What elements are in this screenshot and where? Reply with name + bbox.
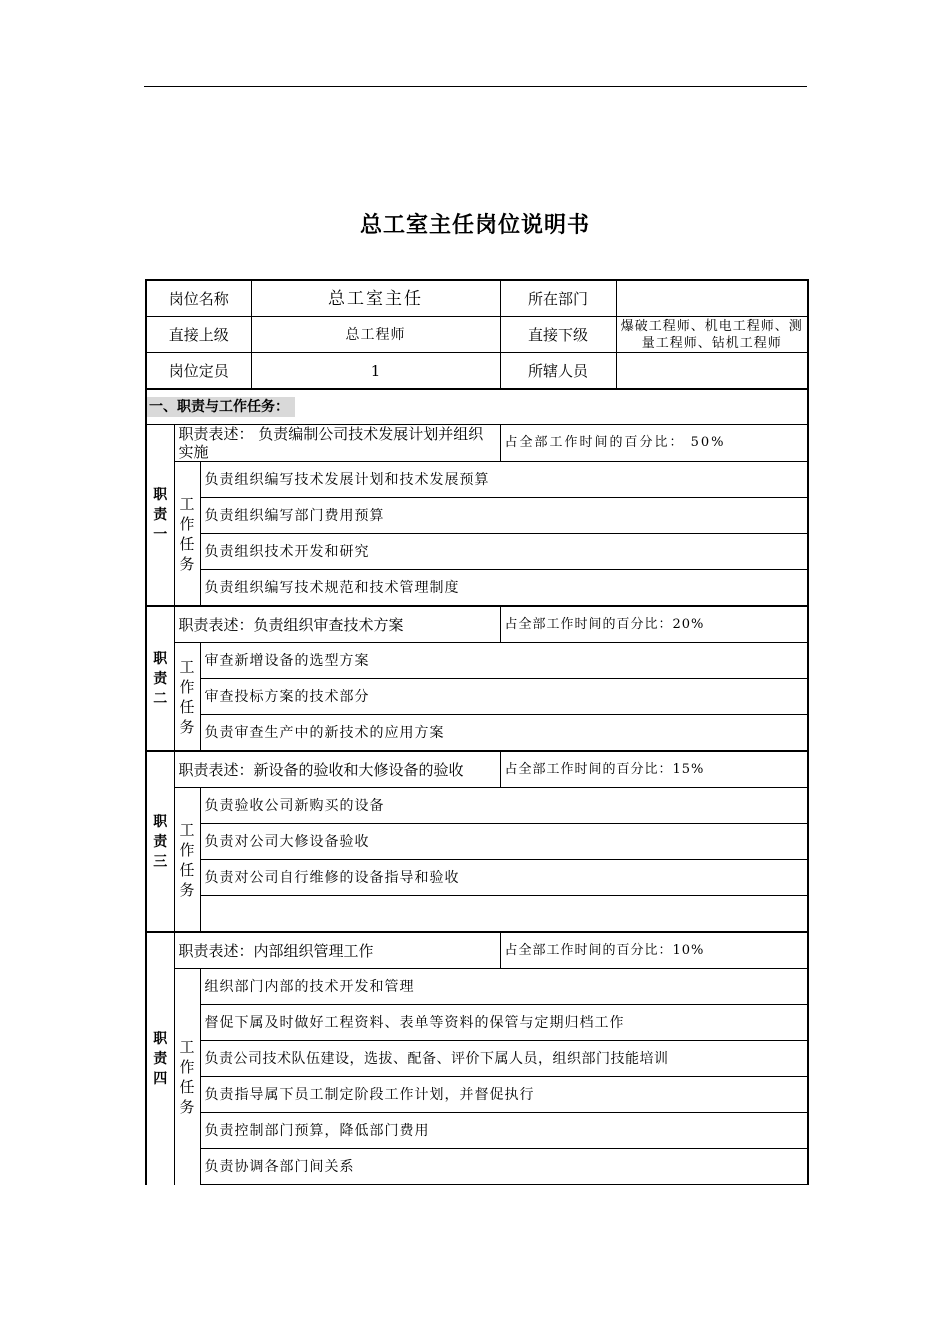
duty-3-description: 职责表述：新设备的验收和大修设备的验收 xyxy=(174,751,500,788)
managed-staff-label: 所辖人员 xyxy=(500,353,616,390)
duty-4-task: 负责控制部门预算，降低部门费用 xyxy=(200,1113,808,1149)
duty-1-percent: 占全部工作时间的百分比： 50% xyxy=(500,425,808,462)
duty-2-label: 职责二 xyxy=(146,606,174,751)
duty-3-task: 负责验收公司新购买的设备 xyxy=(200,788,808,824)
superior-value: 总工程师 xyxy=(251,317,500,353)
quota-label: 岗位定员 xyxy=(146,353,251,390)
subordinate-value: 爆破工程师、机电工程师、测量工程师、钻机工程师 xyxy=(616,317,808,353)
duty-4-task: 负责公司技术队伍建设，选拔、配备、评价下属人员，组织部门技能培训 xyxy=(200,1041,808,1077)
duty-1-task-label: 工作任务 xyxy=(174,462,200,607)
duty-2-task: 审查新增设备的选型方案 xyxy=(200,643,808,679)
duty-1-task: 负责组织编写技术发展计划和技术发展预算 xyxy=(200,462,808,498)
job-description-table xyxy=(145,279,807,1192)
duty-2-task: 负责审查生产中的新技术的应用方案 xyxy=(200,715,808,752)
duty-4-task: 督促下属及时做好工程资料、表单等资料的保管与定期归档工作 xyxy=(200,1005,808,1041)
duty-3-percent: 占全部工作时间的百分比：15% xyxy=(500,751,808,788)
duty-1-task: 负责组织技术开发和研究 xyxy=(200,534,808,570)
duty-3-label: 职责三 xyxy=(146,751,174,932)
duty-2-task: 审查投标方案的技术部分 xyxy=(200,679,808,715)
quota-value: 1 xyxy=(251,353,500,390)
managed-staff-value xyxy=(616,353,808,390)
duty-4-label: 职责四 xyxy=(146,932,174,1185)
duty-3-task: 负责对公司大修设备验收 xyxy=(200,824,808,860)
duty-3-task-empty xyxy=(200,896,808,933)
section-title: 一、职责与工作任务： xyxy=(146,389,808,425)
duty-1-description: 职责表述： 负责编制公司技术发展计划并组织实施 xyxy=(174,425,500,462)
superior-label: 直接上级 xyxy=(146,317,251,353)
header-rule xyxy=(144,86,807,87)
department-label: 所在部门 xyxy=(500,280,616,317)
duty-2-percent: 占全部工作时间的百分比：20% xyxy=(500,606,808,643)
duty-1-label: 职责一 xyxy=(146,425,174,607)
position-name-label: 岗位名称 xyxy=(146,280,251,317)
position-name-value: 总工室主任 xyxy=(251,280,500,317)
duty-4-percent: 占全部工作时间的百分比：10% xyxy=(500,932,808,969)
duty-4-task: 组织部门内部的技术开发和管理 xyxy=(200,969,808,1005)
duty-2-description: 职责表述：负责组织审查技术方案 xyxy=(174,606,500,643)
duty-3-task: 负责对公司自行维修的设备指导和验收 xyxy=(200,860,808,896)
document-title: 总工室主任岗位说明书 xyxy=(359,213,590,238)
department-value xyxy=(616,280,808,317)
duty-2-task-label: 工作任务 xyxy=(174,643,200,752)
subordinate-label: 直接下级 xyxy=(500,317,616,353)
duty-3-task-label: 工作任务 xyxy=(174,788,200,933)
duty-1-task: 负责组织编写技术规范和技术管理制度 xyxy=(200,570,808,607)
duty-4-description: 职责表述：内部组织管理工作 xyxy=(174,932,500,969)
duty-4-task: 负责指导属下员工制定阶段工作计划，并督促执行 xyxy=(200,1077,808,1113)
duty-4-task-label: 工作任务 xyxy=(174,969,200,1185)
duty-1-task: 负责组织编写部门费用预算 xyxy=(200,498,808,534)
duty-4-task: 负责协调各部门间关系 xyxy=(200,1149,808,1185)
